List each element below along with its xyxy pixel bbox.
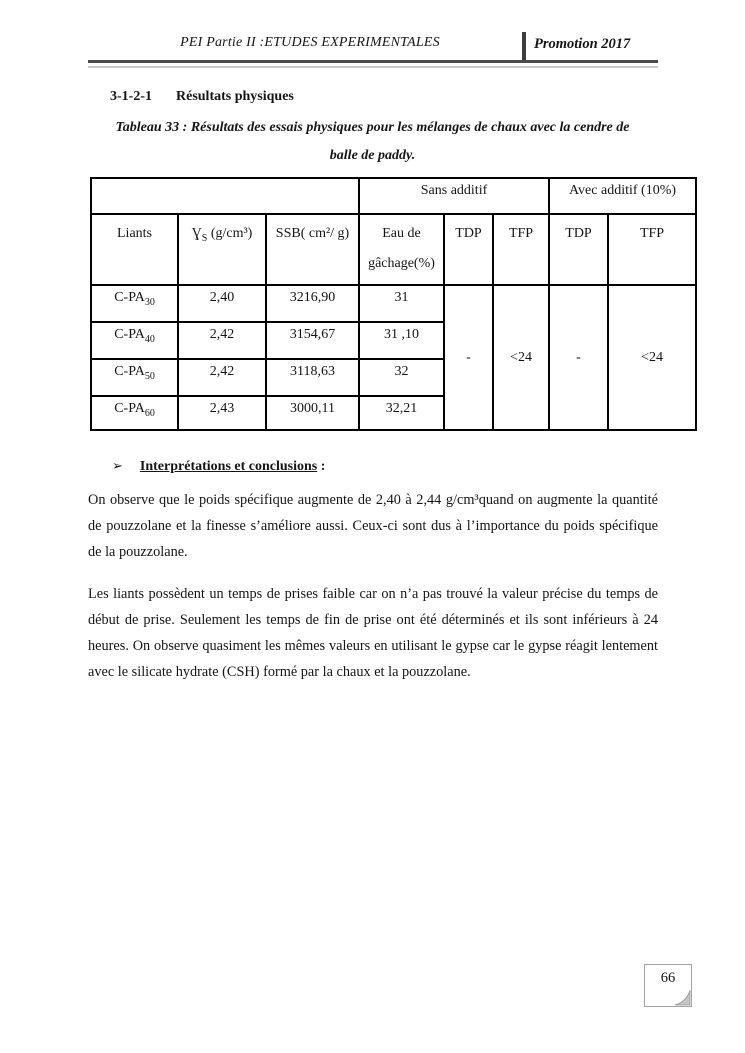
liant-cell: $C-PA_{50}$: [91, 359, 178, 396]
section-heading: [110, 89, 294, 105]
table-caption-line2: balle de paddy.: [329, 148, 416, 163]
section-number: 3-1-2-1: [110, 89, 152, 104]
conclusions-heading-text: Interprétations et conclusions: [139, 459, 318, 474]
gamma-value: 2,42: [178, 359, 266, 396]
running-header-title: PEI Partie II :ETUDES EXPERIMENTALES: [180, 35, 440, 50]
eau-value: 32: [359, 359, 444, 396]
results-table: [90, 177, 697, 431]
arrow-bullet-icon: ➢: [112, 459, 123, 474]
paragraph-liants: Les liants possèdent un temps de prises faible car on n’a pas trouvé la valeur précise du temps de début de prise. Seulement les temps de fin de prise ont été déterminés et ils sont inférieurs à 24 heures. On observe quasiment les mêmes valeurs en utilisant le gypse car le gypse réagit lentement avec le silicate hydrate (CSH) formé par la chaux et la pouzzolane.: [88, 586, 658, 680]
table-caption-line1: Tableau 33 : Résultats des essais physiques pour les mélanges de chaux avec la cendre de: [115, 120, 630, 135]
header-vertical-divider: [522, 32, 526, 60]
tfp-sans-merged-cell: <24: [493, 285, 549, 430]
gamma-value: 2,43: [178, 396, 266, 430]
header-rule-dark: [88, 60, 658, 63]
conclusions-heading-colon: :: [317, 459, 326, 474]
gamma-value: 2,40: [178, 285, 266, 322]
ssb-value: 3000,11: [266, 396, 359, 430]
section-title: Résultats physiques: [176, 89, 294, 104]
table-column-header-row: [91, 214, 696, 285]
ssb-value: 3118,63: [266, 359, 359, 396]
tdp-sans-merged-cell: -: [444, 285, 493, 430]
col-header-tdp-avec: TDP: [549, 214, 608, 285]
running-header-promotion: Promotion 2017: [534, 36, 631, 52]
group-header-avec-additif: Avec additif (10%): [549, 178, 696, 214]
eau-value: 32,21: [359, 396, 444, 430]
table-row: [91, 285, 696, 322]
eau-value: 31 ,10: [359, 322, 444, 359]
page-number-box: [644, 964, 692, 1007]
header-rule-light: [88, 66, 658, 68]
col-header-tfp-sans: TFP: [493, 214, 549, 285]
gamma-value: 2,42: [178, 322, 266, 359]
col-header-tfp-avec: TFP: [608, 214, 696, 285]
gamma-unit: (g/cm³): [207, 226, 253, 241]
col-header-ssb: SSB( cm²/ g): [266, 214, 359, 285]
table-group-header-row: [91, 178, 696, 214]
ssb-value: 3216,90: [266, 285, 359, 322]
eau-value: 31: [359, 285, 444, 322]
tdp-avec-merged-cell: -: [549, 285, 608, 430]
table-caption: [60, 114, 685, 170]
gamma-subscript: S: [201, 232, 208, 244]
page-curl-icon: [674, 989, 691, 1006]
liant-cell: $C-PA_{30}$: [91, 285, 178, 322]
gamma-symbol: Ɣ: [191, 226, 202, 241]
col-header-liants: Liants: [91, 214, 178, 285]
col-header-gamma: [178, 214, 266, 285]
conclusions-heading: [112, 459, 325, 475]
ssb-value: 3154,67: [266, 322, 359, 359]
tfp-avec-merged-cell: <24: [608, 285, 696, 430]
page-number: 66: [660, 970, 676, 986]
col-header-tdp-sans: TDP: [444, 214, 493, 285]
group-header-sans-additif: Sans additif: [359, 178, 549, 214]
liant-cell: $C-PA_{60}$: [91, 396, 178, 430]
paragraph-observation: On observe que le poids spécifique augmente de 2,40 à 2,44 g/cm³quand on augmente la quantité de pouzzolane et la finesse s’améliore aussi. Ceux-ci sont dus à l’importance du poids spécifique de la pouzzolane.: [88, 492, 658, 560]
col-header-eau: Eau de gâchage(%): [359, 214, 444, 285]
empty-corner-cell: [91, 178, 359, 214]
liant-cell: $C-PA_{40}$: [91, 322, 178, 359]
